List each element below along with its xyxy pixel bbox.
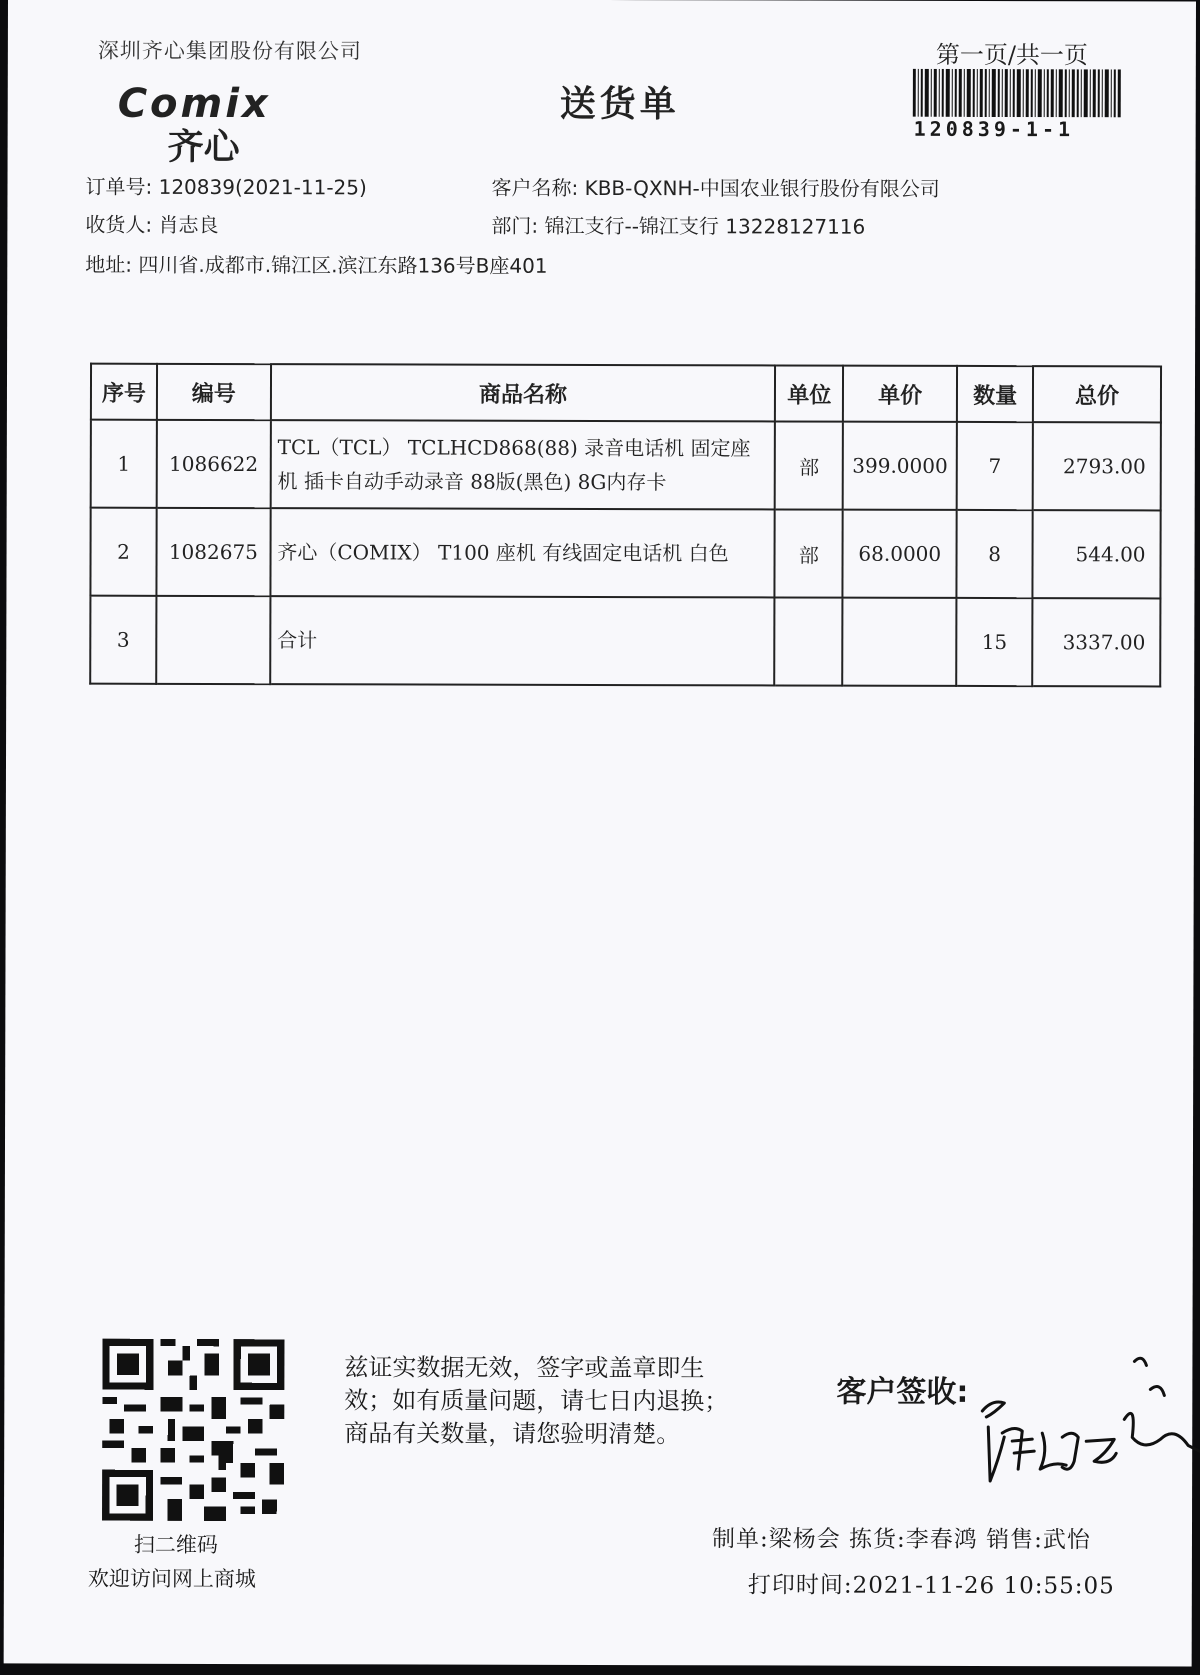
product-name-line: 机 插卡自动手动录音 88版(黑色) 8G内存卡 — [277, 469, 667, 495]
column-header: 总价 — [1033, 366, 1161, 422]
row-unit: 部 — [775, 421, 843, 509]
column-header: 单价 — [843, 366, 957, 422]
company-name: 深圳齐心集团股份有限公司 — [97, 38, 362, 64]
row-total: 2793.00 — [1033, 422, 1161, 510]
receiver-row — [85, 209, 218, 238]
department-value: 锦江支行--锦江支行 13228127116 — [544, 213, 866, 239]
customer-name: KBB-QXNH-中国农业银行股份有限公司 — [584, 175, 940, 201]
column-header: 单位 — [775, 365, 843, 421]
row-code — [156, 596, 270, 684]
order-number: 120839(2021-11-25) — [158, 174, 367, 200]
table-row — [91, 420, 1161, 511]
row-quantity: 7 — [957, 422, 1033, 510]
row-seq: 1 — [91, 420, 157, 508]
receiver-name: 肖志良 — [158, 212, 219, 237]
summary-total: 3337.00 — [1032, 598, 1160, 686]
row-unit-price: 68.0000 — [843, 510, 957, 598]
column-header: 序号 — [91, 364, 157, 420]
print-time: 打印时间:2021-11-26 10:55:05 — [747, 1572, 1115, 1600]
row-seq: 2 — [90, 508, 156, 596]
column-header: 数量 — [957, 366, 1033, 422]
row-quantity: 8 — [957, 510, 1033, 598]
page-indicator: 第一页/共一页 — [935, 40, 1088, 70]
customer-row — [491, 172, 939, 202]
order-number-row — [85, 171, 366, 201]
row-unit: 部 — [775, 509, 843, 597]
table-header-row — [91, 364, 1161, 423]
qr-caption-mall: 欢迎访问网上商城 — [87, 1566, 256, 1592]
staff-info: 制单:梁杨会 拣货:李春鸿 销售:武怡 — [711, 1526, 1091, 1554]
order-number-label: 订单号: — [85, 174, 153, 199]
comix-logo-text: Comix — [117, 80, 271, 128]
table-row — [90, 508, 1160, 599]
department-label: 部门: — [491, 213, 539, 238]
table-row-summary — [90, 596, 1160, 687]
row-unit-price — [842, 598, 956, 686]
row-product-name — [270, 420, 775, 509]
address-row — [85, 249, 547, 279]
handwritten-signature — [974, 1341, 1200, 1492]
receiver-label: 收货人: — [85, 212, 153, 237]
terms-notice: 兹证实数据无效，签字或盖章即生效；如有质量问题，请七日内退换；商品有关数量，请您验明清楚。 — [344, 1353, 729, 1449]
row-code: 1082675 — [156, 508, 270, 596]
department-row — [491, 210, 865, 240]
column-header: 商品名称 — [271, 364, 776, 421]
row-unit-price: 399.0000 — [843, 422, 957, 510]
document-title: 送货单 — [559, 83, 680, 126]
row-code: 1086622 — [157, 420, 271, 508]
row-seq: 3 — [90, 596, 156, 684]
summary-quantity: 15 — [956, 598, 1032, 686]
product-name-line: TCL（TCL） TCLHCD868(88) 录音电话机 固定座 — [277, 435, 751, 461]
row-product-name — [270, 508, 775, 597]
summary-label: 合计 — [270, 596, 775, 685]
delivery-note — [4, 0, 1196, 1667]
row-total: 544.00 — [1032, 510, 1160, 598]
customer-label: 客户名称: — [491, 175, 579, 200]
qr-code-icon[interactable] — [102, 1339, 284, 1521]
items-table — [89, 363, 1162, 688]
row-unit — [775, 597, 843, 685]
customer-signature-label: 客户签收: — [836, 1374, 969, 1410]
qr-caption: 扫二维码 — [133, 1532, 218, 1557]
product-name-line: 齐心（COMIX） T100 座机 有线固定电话机 白色 — [277, 540, 729, 566]
column-header: 编号 — [157, 364, 271, 420]
barcode-icon — [913, 69, 1123, 118]
barcode-number: 120839-1-1 — [913, 116, 1075, 142]
address-value: 四川省.成都市.锦江区.滨江东路136号B座401 — [138, 252, 548, 278]
address-label: 地址: — [85, 252, 133, 277]
comix-logo-chinese: 齐心 — [167, 126, 240, 169]
